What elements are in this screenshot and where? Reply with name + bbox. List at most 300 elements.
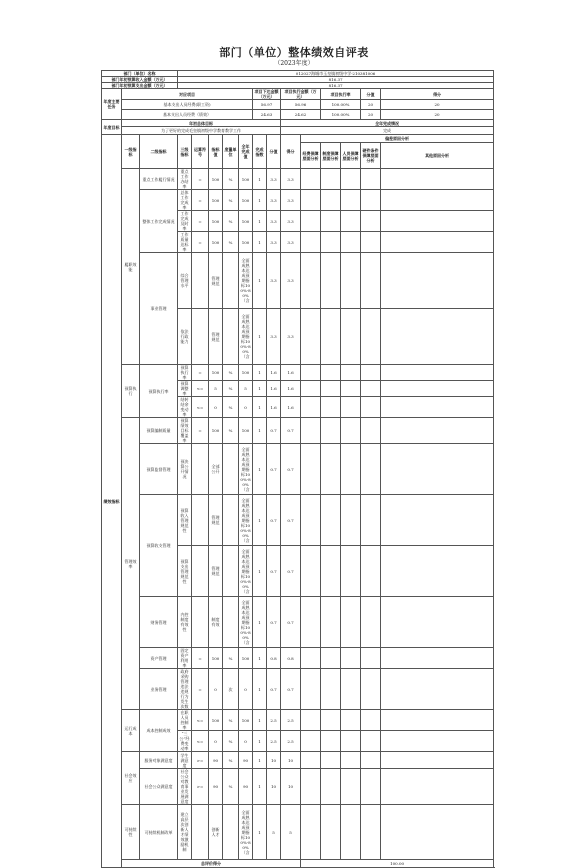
indicator-weight: 1 (253, 211, 267, 232)
indicator-done: 100 (239, 648, 253, 669)
deviation-cell (301, 752, 321, 769)
indicator-target: 制度有效 (209, 597, 223, 648)
deviation-cell (341, 169, 361, 190)
indicator-score: 2.5 (267, 710, 281, 731)
deviation-cell (381, 731, 494, 752)
deviation-cell (301, 365, 321, 381)
indicator-done: 100 (239, 169, 253, 190)
indicator-level3: 政府采购管理违法违规行为发生次数 (178, 669, 192, 710)
deviation-cell (361, 546, 381, 597)
indicator-row (102, 710, 494, 731)
deviation-cell (321, 418, 341, 444)
indicator-level3: 预算调整率 (178, 381, 192, 397)
deviation-cell (381, 253, 494, 309)
deviation-cell (361, 397, 381, 418)
task-row-0-rate: 100.00% (321, 100, 361, 110)
perf-h-d4: 硬件条件保障层面分析 (361, 143, 381, 169)
indicator-got: 0.7 (281, 495, 301, 546)
indicator-got: 0.7 (281, 546, 301, 597)
indicator-level1: 预算执行 (122, 365, 140, 418)
indicator-target: 管理规范 (209, 546, 223, 597)
indicator-level3: 综合管理水平 (178, 253, 192, 309)
indicator-got: 3.3 (281, 253, 301, 309)
indicator-level3: 总体工作完成率 (178, 190, 192, 211)
indicator-unit: % (223, 190, 239, 211)
indicator-level3: 预算支出管理规范性 (178, 546, 192, 597)
unit-name-value: 012027海城市玉皇镇初级中学-210381006 (178, 71, 494, 77)
indicator-score: 0.7 (267, 495, 281, 546)
indicator-level2: 社会公众满意度 (140, 769, 178, 805)
indicator-level1: 可持续性 (122, 805, 140, 860)
deviation-cell (361, 731, 381, 752)
task-row-0-got: 20 (381, 100, 494, 110)
indicator-target: 0 (209, 731, 223, 752)
indicator-score: 3.3 (267, 211, 281, 232)
deviation-cell (381, 397, 494, 418)
deviation-cell (301, 169, 321, 190)
deviation-cell (361, 597, 381, 648)
indicator-weight: 1 (253, 597, 267, 648)
indicator-weight: 1 (253, 731, 267, 752)
indicator-operator (192, 546, 209, 597)
indicator-level3: “三公”经费变动率 (179, 731, 190, 751)
indicator-row (102, 648, 494, 669)
indicator-level3: 预算绩效目标覆盖率 (178, 418, 192, 444)
deviation-cell (341, 648, 361, 669)
indicator-level3: 预决算公开情况 (178, 444, 192, 495)
goal-side-label: 年度目标 (102, 120, 122, 135)
tasks-col-rate: 项目执行率 (321, 89, 361, 100)
deviation-cell (361, 418, 381, 444)
deviation-cell (381, 169, 494, 190)
indicator-operator: = (192, 418, 209, 444)
indicator-done: 0 (239, 397, 253, 418)
indicator-got: 2.5 (281, 731, 301, 752)
deviation-cell (341, 397, 361, 418)
indicator-unit: % (223, 365, 239, 381)
deviation-cell (341, 805, 361, 860)
indicator-row (102, 365, 494, 381)
deviation-cell (301, 232, 321, 253)
perf-h-op: 运算符号 (192, 135, 209, 169)
indicator-level1: 运行成本 (122, 710, 140, 752)
task-row-1-exec: 24.62 (281, 110, 321, 120)
deviation-cell (301, 397, 321, 418)
deviation-cell (321, 710, 341, 731)
indicator-done: 0 (239, 669, 253, 710)
indicator-operator: >= (192, 769, 209, 805)
indicator-unit: % (223, 211, 239, 232)
deviation-cell (321, 211, 341, 232)
tasks-col-got: 得分 (381, 89, 494, 100)
deviation-cell (361, 495, 381, 546)
indicator-target: 5 (209, 381, 223, 397)
indicator-weight: 1 (253, 752, 267, 769)
indicator-unit: % (223, 710, 239, 731)
indicator-level3: 学生满意度 (178, 752, 192, 769)
deviation-cell (341, 253, 361, 309)
deviation-cell (361, 710, 381, 731)
indicator-unit (223, 495, 239, 546)
indicator-level2: 业务管理 (140, 669, 178, 710)
indicator-done: 全面成熟本达成预期指标100%-80%（含 (239, 546, 253, 597)
indicator-weight: 1 (253, 495, 267, 546)
indicator-target: 100 (209, 710, 223, 731)
perf-h-score: 分值 (267, 135, 281, 169)
indicator-level1: 管理效率 (122, 418, 140, 710)
deviation-cell (381, 752, 494, 769)
deviation-cell (321, 546, 341, 597)
indicator-score: 1.6 (267, 381, 281, 397)
indicator-weight: 1 (253, 381, 267, 397)
indicator-score: 10 (267, 769, 281, 805)
indicator-target: 90 (209, 752, 223, 769)
indicator-done: 5 (239, 381, 253, 397)
indicator-weight: 1 (253, 169, 267, 190)
indicator-level2: 资产管理 (140, 648, 178, 669)
indicator-got: 10 (281, 752, 301, 769)
indicator-operator (192, 444, 209, 495)
perf-h-weight: 完成指数 (253, 135, 267, 169)
indicator-weight: 1 (253, 444, 267, 495)
indicator-weight: 1 (253, 365, 267, 381)
indicator-unit: % (223, 769, 239, 805)
indicator-level3: 结转结余变动率 (178, 397, 192, 418)
indicator-level2: 整体工作完成情况 (140, 190, 178, 253)
indicator-operator: = (192, 648, 209, 669)
deviation-cell (341, 669, 361, 710)
indicator-row (102, 444, 494, 495)
deviation-cell (341, 211, 361, 232)
indicator-target: 管理规范 (209, 253, 223, 309)
indicator-got: 10 (281, 769, 301, 805)
indicator-target: 100 (209, 169, 223, 190)
indicator-operator (192, 805, 209, 860)
indicator-got: 3.3 (281, 211, 301, 232)
deviation-cell (321, 597, 341, 648)
deviation-cell (301, 710, 321, 731)
deviation-cell (381, 769, 494, 805)
indicator-operator (192, 597, 209, 648)
income-value: 816.37 (178, 77, 494, 83)
total-value: 100.00 (301, 860, 494, 868)
total-label: 总评价得分 (122, 860, 301, 868)
indicator-got: 0.8 (281, 648, 301, 669)
indicator-level3: 内控制度有效性 (178, 597, 192, 648)
deviation-cell (381, 418, 494, 444)
deviation-cell (301, 769, 321, 805)
deviation-cell (381, 381, 494, 397)
deviation-cell (301, 546, 321, 597)
deviation-cell (381, 232, 494, 253)
indicator-operator: <= (192, 731, 209, 752)
indicator-level2: 财务管理 (140, 597, 178, 648)
deviation-cell (341, 495, 361, 546)
indicator-weight: 1 (253, 190, 267, 211)
goal-plan-value: 为了更好的完成毛皇镇初级中学教育教学工作 (122, 127, 281, 135)
indicator-target: 100 (209, 190, 223, 211)
indicator-weight: 1 (253, 418, 267, 444)
indicator-weight: 1 (253, 546, 267, 597)
indicator-level2: 成本控制成效 (140, 710, 178, 752)
indicator-unit (223, 597, 239, 648)
perf-h-unit: 度量单位 (223, 135, 239, 169)
deviation-cell (321, 731, 341, 752)
deviation-cell (361, 211, 381, 232)
indicator-score: 0.7 (267, 444, 281, 495)
deviation-cell (321, 381, 341, 397)
deviation-cell (361, 648, 381, 669)
indicator-got: 0.7 (281, 444, 301, 495)
indicator-level1: 社会效应 (122, 752, 140, 805)
goal-plan-label: 年初总体目标 (122, 120, 281, 127)
indicator-level3: 建立高层次创新人才绩效激励机制 (178, 805, 192, 860)
indicator-row (102, 769, 494, 805)
income-label: 部门年初预算收入金额（万元） (102, 77, 178, 83)
indicator-unit: % (223, 169, 239, 190)
indicator-row (102, 169, 494, 190)
deviation-cell (341, 769, 361, 805)
deviation-cell (301, 190, 321, 211)
indicator-level3: 依法行政能力 (178, 309, 192, 365)
indicator-operator: = (192, 669, 209, 710)
indicator-got: 0.7 (281, 418, 301, 444)
indicator-target: 0 (209, 669, 223, 710)
deviation-cell (381, 597, 494, 648)
deviation-cell (381, 669, 494, 710)
indicator-done: 100 (239, 232, 253, 253)
indicator-unit: % (223, 731, 239, 752)
deviation-cell (341, 381, 361, 397)
deviation-cell (381, 495, 494, 546)
deviation-cell (301, 669, 321, 710)
indicator-done: 100 (239, 365, 253, 381)
indicator-weight: 1 (253, 769, 267, 805)
deviation-cell (361, 365, 381, 381)
indicator-target: 创新人才 (209, 805, 223, 860)
indicator-level2: 事业管理 (140, 253, 178, 365)
indicator-done: 全面成熟本达成预期指标100%-80%（含 (239, 253, 253, 309)
task-row-0-exec: 56.96 (281, 100, 321, 110)
deviation-cell (361, 309, 381, 365)
indicator-score: 0.7 (267, 418, 281, 444)
indicator-score: 0.7 (267, 597, 281, 648)
indicator-unit (223, 309, 239, 365)
indicator-done: 全面成熟本达成预期指标100%-80%（含 (239, 444, 253, 495)
perf-h-done: 全年完成值 (239, 135, 253, 169)
indicator-level2: 预算执行率 (140, 365, 178, 418)
indicator-weight: 1 (253, 397, 267, 418)
task-row-1-got: 20 (381, 110, 494, 120)
indicator-got: 1.6 (281, 397, 301, 418)
indicator-weight: 1 (253, 805, 267, 860)
deviation-cell (321, 495, 341, 546)
deviation-cell (321, 190, 341, 211)
indicator-done: 全面成熟本达成预期指标100%-80%（含 (239, 495, 253, 546)
indicator-operator: = (192, 365, 209, 381)
indicator-score: 3.3 (267, 169, 281, 190)
deviation-cell (361, 669, 381, 710)
indicator-score: 2.5 (267, 731, 281, 752)
deviation-cell (341, 597, 361, 648)
indicator-score: 1.6 (267, 365, 281, 381)
indicator-score: 1.6 (267, 397, 281, 418)
indicator-done: 90 (239, 769, 253, 805)
deviation-cell (361, 381, 381, 397)
perf-h-d2: 制度保障层面分析 (321, 143, 341, 169)
indicator-got: 1.6 (281, 365, 301, 381)
deviation-cell (361, 253, 381, 309)
deviation-cell (321, 253, 341, 309)
indicator-row (102, 495, 494, 546)
indicator-target: 100 (209, 232, 223, 253)
indicator-done: 100 (239, 190, 253, 211)
indicator-unit: 次 (223, 669, 239, 710)
task-row-1-score: 20 (361, 110, 381, 120)
deviation-cell (301, 381, 321, 397)
deviation-cell (341, 309, 361, 365)
deviation-cell (361, 444, 381, 495)
indicator-level3: 在职人员控制率 (178, 710, 192, 731)
perf-h-l3: 三级指标 (178, 135, 192, 169)
indicator-unit: % (223, 752, 239, 769)
deviation-cell (321, 397, 341, 418)
indicator-done: 100 (239, 418, 253, 444)
indicator-score: 3.3 (267, 190, 281, 211)
indicator-operator: <= (192, 381, 209, 397)
perf-h-got: 得分 (281, 135, 301, 169)
indicator-unit (223, 805, 239, 860)
indicator-got: 3.3 (281, 309, 301, 365)
indicator-done: 全面成熟本达成预期指标100%-80%（含 (239, 597, 253, 648)
total-row (102, 860, 494, 868)
deviation-cell (341, 418, 361, 444)
deviation-cell (301, 648, 321, 669)
indicator-level3: 工作质量达标率 (178, 232, 192, 253)
deviation-cell (381, 365, 494, 381)
goal-done-label: 全年完成情况 (281, 120, 494, 127)
deviation-cell (381, 648, 494, 669)
deviation-cell (381, 710, 494, 731)
indicator-weight: 1 (253, 253, 267, 309)
deviation-cell (301, 805, 321, 860)
indicator-unit (223, 253, 239, 309)
tasks-col-score: 分值 (361, 89, 381, 100)
deviation-cell (321, 309, 341, 365)
deviation-cell (301, 731, 321, 752)
indicator-unit: % (223, 418, 239, 444)
deviation-cell (341, 752, 361, 769)
deviation-cell (301, 211, 321, 232)
indicator-unit (223, 444, 239, 495)
expense-value: 816.37 (178, 83, 494, 89)
task-row-1-budget: 24.63 (253, 110, 281, 120)
deviation-cell (321, 752, 341, 769)
indicator-operator: <= (192, 710, 209, 731)
indicator-weight: 1 (253, 669, 267, 710)
deviation-cell (301, 495, 321, 546)
indicator-level1: 履职效能 (122, 169, 140, 365)
perf-side-label: 绩效指标 (102, 135, 122, 868)
tasks-col-exec: 项目执行金额（万元） (281, 89, 321, 100)
perf-h-d1: 经费保障层面分析 (301, 143, 321, 169)
indicator-weight: 1 (253, 710, 267, 731)
indicator-level3: 重点工作办结率 (178, 169, 192, 190)
deviation-cell (321, 669, 341, 710)
deviation-cell (341, 190, 361, 211)
indicator-score: 0.8 (267, 648, 281, 669)
indicator-weight: 1 (253, 309, 267, 365)
indicator-operator: = (192, 169, 209, 190)
indicator-got: 5 (281, 805, 301, 860)
deviation-cell (381, 444, 494, 495)
indicator-got: 1.6 (281, 381, 301, 397)
indicator-unit: % (223, 381, 239, 397)
indicator-score: 0.7 (267, 546, 281, 597)
deviation-cell (301, 253, 321, 309)
perf-h-d3: 人员保障层面分析 (341, 143, 361, 169)
task-row-1-name: 基本支出人员经费（绩效） (122, 110, 253, 120)
tasks-side-label: 年度主要任务 (102, 89, 122, 120)
indicator-got: 2.5 (281, 710, 301, 731)
indicator-done: 100 (239, 710, 253, 731)
indicator-got: 0.7 (281, 597, 301, 648)
indicator-unit: % (223, 232, 239, 253)
indicator-score: 3.3 (267, 309, 281, 365)
indicator-weight: 1 (253, 232, 267, 253)
indicator-done: 100 (239, 211, 253, 232)
indicator-level3: 工作完成及时率 (178, 211, 192, 232)
deviation-cell (361, 190, 381, 211)
task-row-0-name: 基本支出人员经费(职工资) (122, 100, 253, 110)
deviation-cell (301, 597, 321, 648)
indicator-target: 管理规范 (209, 495, 223, 546)
task-row-0-budget: 56.97 (253, 100, 281, 110)
indicator-operator: = (192, 232, 209, 253)
deviation-cell (381, 546, 494, 597)
indicator-unit: % (223, 397, 239, 418)
indicator-level3: 预算收入管理规范性 (178, 495, 192, 546)
perf-h-val: 指标值 (209, 135, 223, 169)
indicator-level2: 预算收支管理 (140, 495, 178, 597)
indicator-target: 100 (209, 211, 223, 232)
indicator-target: 100 (209, 365, 223, 381)
indicator-score: 5 (267, 805, 281, 860)
indicator-operator (192, 253, 209, 309)
indicator-row (102, 418, 494, 444)
indicator-got: 3.3 (281, 190, 301, 211)
indicator-level2: 服务对象满意度 (140, 752, 178, 769)
deviation-cell (321, 365, 341, 381)
deviation-cell (361, 769, 381, 805)
deviation-cell (381, 211, 494, 232)
deviation-cell (381, 190, 494, 211)
page-title: 部门（单位）整体绩效自评表 (219, 46, 369, 59)
deviation-cell (341, 232, 361, 253)
deviation-cell (361, 805, 381, 860)
deviation-cell (301, 418, 321, 444)
indicator-operator: = (192, 190, 209, 211)
indicator-level2: 重点工作履行情况 (140, 169, 178, 190)
indicator-operator: >= (192, 752, 209, 769)
indicator-target: 100 (209, 418, 223, 444)
indicator-target: 0 (209, 397, 223, 418)
deviation-cell (341, 365, 361, 381)
task-row-0-score: 20 (361, 100, 381, 110)
indicator-target: 管理规范 (209, 309, 223, 365)
indicator-score: 10 (267, 752, 281, 769)
deviation-cell (361, 232, 381, 253)
